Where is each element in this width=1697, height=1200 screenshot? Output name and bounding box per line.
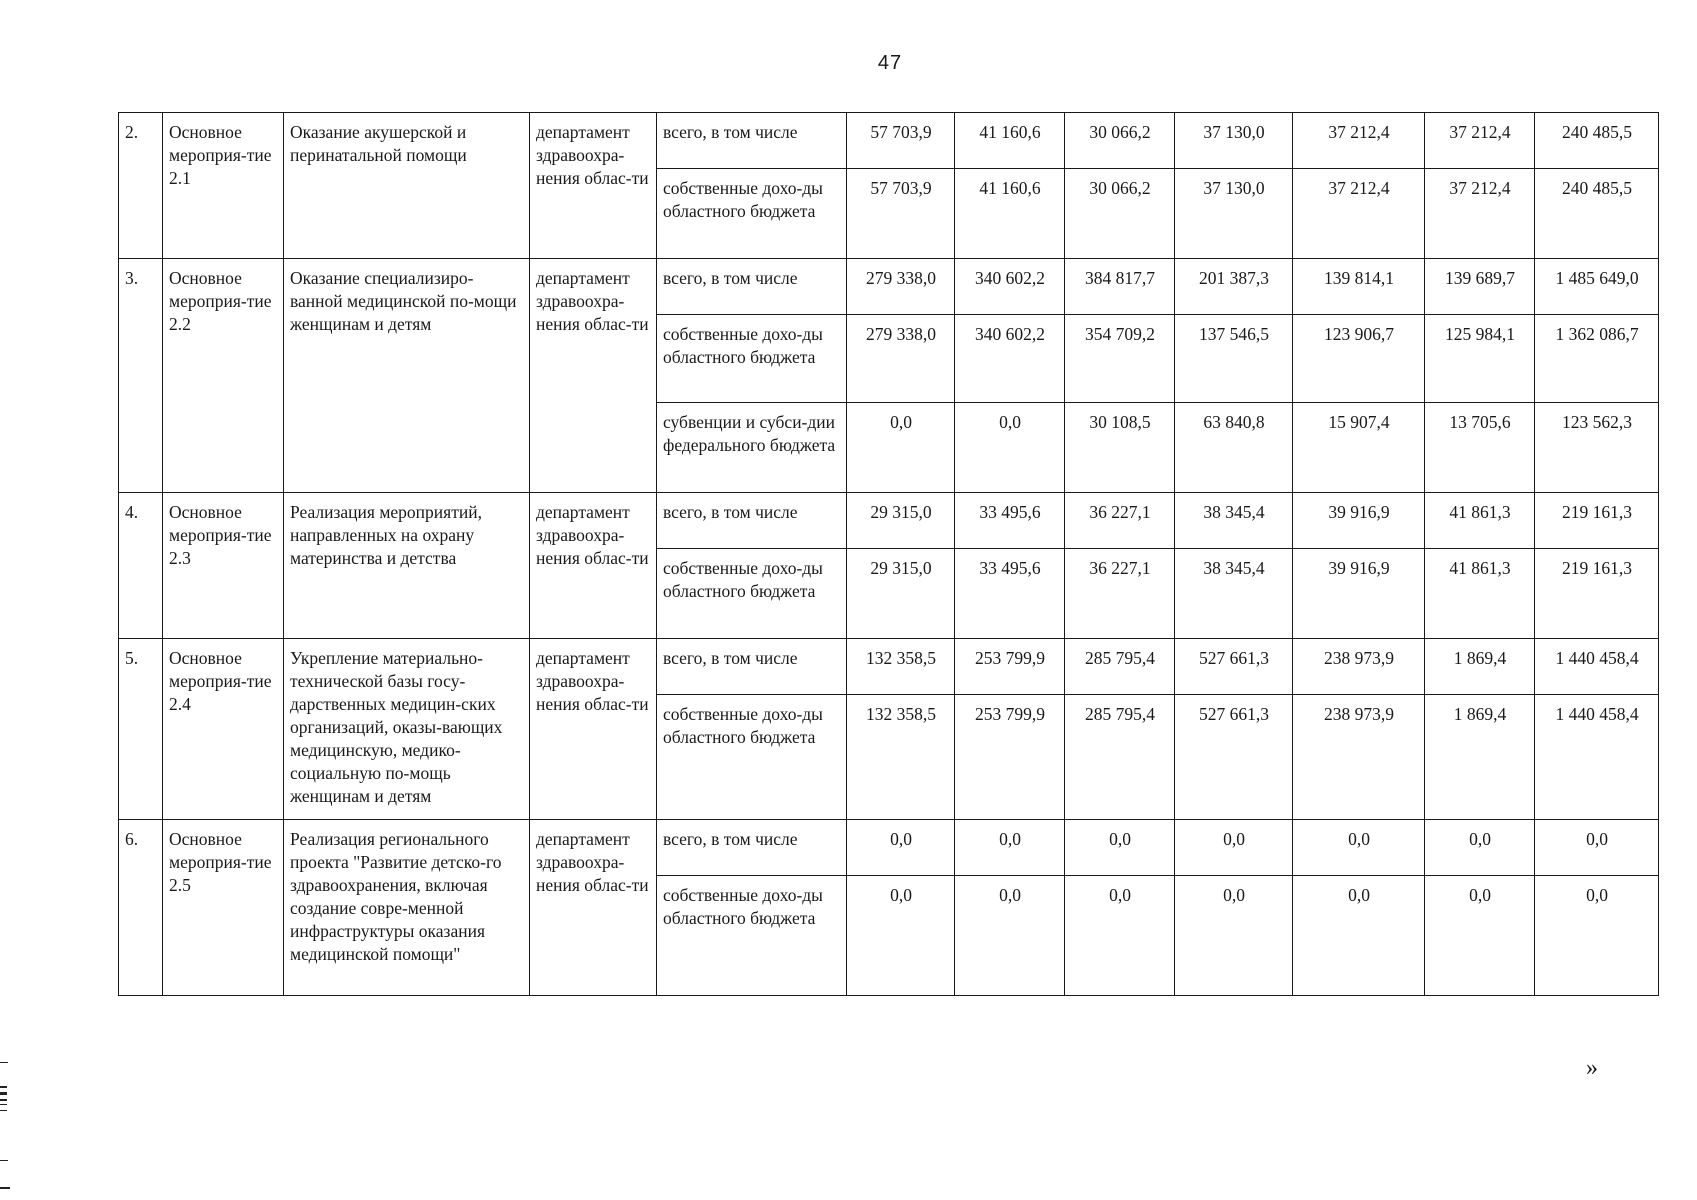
amount-cell: 36 227,1 — [1065, 493, 1175, 549]
amount-cell: 132 358,5 — [847, 695, 955, 820]
amount-cell: 0,0 — [847, 876, 955, 996]
amount-cell: 37 130,0 — [1175, 169, 1293, 259]
amount-cell: 0,0 — [955, 876, 1065, 996]
amount-cell: 279 338,0 — [847, 315, 955, 403]
amount-cell: 39 916,9 — [1293, 493, 1425, 549]
event-code: Основное мероприя-тие 2.2 — [163, 259, 284, 493]
amount-cell: 1 362 086,7 — [1535, 315, 1659, 403]
event-name: Реализация регионального проекта "Развитие детско-го здравоохранения, включая создание совре-менной инфраструктуры оказания медицинской помощи" — [284, 820, 530, 996]
event-code: Основное мероприя-тие 2.1 — [163, 113, 284, 259]
amount-cell: 13 705,6 — [1425, 403, 1535, 493]
funding-source-label: субвенции и субси-дии федерального бюджета — [657, 403, 847, 493]
amount-cell: 123 906,7 — [1293, 315, 1425, 403]
row-number: 6. — [119, 820, 163, 996]
amount-cell: 139 689,7 — [1425, 259, 1535, 315]
amount-cell: 33 495,6 — [955, 549, 1065, 639]
amount-cell: 41 861,3 — [1425, 549, 1535, 639]
row-number: 4. — [119, 493, 163, 639]
amount-cell: 30 066,2 — [1065, 113, 1175, 169]
row-number: 5. — [119, 639, 163, 820]
amount-cell: 527 661,3 — [1175, 639, 1293, 695]
event-name: Оказание акушерской и перинатальной помощи — [284, 113, 530, 259]
amount-cell: 0,0 — [1293, 820, 1425, 876]
funding-source-label: собственные дохо-ды областного бюджета — [657, 695, 847, 820]
amount-cell: 29 315,0 — [847, 493, 955, 549]
row-number: 2. — [119, 113, 163, 259]
amount-cell: 0,0 — [1535, 820, 1659, 876]
amount-cell: 285 795,4 — [1065, 695, 1175, 820]
amount-cell: 384 817,7 — [1065, 259, 1175, 315]
amount-cell: 1 869,4 — [1425, 639, 1535, 695]
event-code: Основное мероприя-тие 2.3 — [163, 493, 284, 639]
amount-cell: 137 546,5 — [1175, 315, 1293, 403]
table-row — [119, 820, 1659, 876]
amount-cell: 0,0 — [847, 403, 955, 493]
amount-cell: 125 984,1 — [1425, 315, 1535, 403]
executor-cell: департамент здравоохра-нения облас-ти — [530, 113, 657, 259]
amount-cell: 36 227,1 — [1065, 549, 1175, 639]
funding-source-label: всего, в том числе — [657, 820, 847, 876]
event-code: Основное мероприя-тие 2.5 — [163, 820, 284, 996]
margin-mark — [0, 1160, 8, 1161]
amount-cell: 123 562,3 — [1535, 403, 1659, 493]
amount-cell: 41 861,3 — [1425, 493, 1535, 549]
funding-source-label: собственные дохо-ды областного бюджета — [657, 169, 847, 259]
funding-source-label: собственные дохо-ды областного бюджета — [657, 876, 847, 996]
amount-cell: 0,0 — [1175, 876, 1293, 996]
amount-cell: 0,0 — [1535, 876, 1659, 996]
margin-mark — [0, 1187, 10, 1189]
table-row — [119, 259, 1659, 315]
event-name: Укрепление материально-технической базы госу-дарственных медицин-ских организаций, оказы-вающих медицинскую, медико-социальную по-мощь женщинам и детям — [284, 639, 530, 820]
funding-source-label: всего, в том числе — [657, 493, 847, 549]
amount-cell: 139 814,1 — [1293, 259, 1425, 315]
amount-cell: 0,0 — [1065, 876, 1175, 996]
amount-cell: 1 869,4 — [1425, 695, 1535, 820]
amount-cell: 1 440 458,4 — [1535, 695, 1659, 820]
margin-mark — [0, 1104, 7, 1105]
amount-cell: 240 485,5 — [1535, 113, 1659, 169]
amount-cell: 57 703,9 — [847, 169, 955, 259]
amount-cell: 340 602,2 — [955, 259, 1065, 315]
amount-cell: 219 161,3 — [1535, 493, 1659, 549]
table-row — [119, 113, 1659, 169]
amount-cell: 219 161,3 — [1535, 549, 1659, 639]
amount-cell: 253 799,9 — [955, 695, 1065, 820]
executor-cell: департамент здравоохра-нения облас-ти — [530, 639, 657, 820]
funding-source-label: собственные дохо-ды областного бюджета — [657, 315, 847, 403]
executor-cell: департамент здравоохра-нения облас-ти — [530, 493, 657, 639]
amount-cell: 30 066,2 — [1065, 169, 1175, 259]
amount-cell: 238 973,9 — [1293, 695, 1425, 820]
table-body — [119, 113, 1659, 996]
executor-cell: департамент здравоохра-нения облас-ти — [530, 820, 657, 996]
amount-cell: 285 795,4 — [1065, 639, 1175, 695]
event-code: Основное мероприя-тие 2.4 — [163, 639, 284, 820]
amount-cell: 41 160,6 — [955, 169, 1065, 259]
amount-cell: 38 345,4 — [1175, 493, 1293, 549]
amount-cell: 0,0 — [955, 403, 1065, 493]
amount-cell: 39 916,9 — [1293, 549, 1425, 639]
amount-cell: 41 160,6 — [955, 113, 1065, 169]
amount-cell: 15 907,4 — [1293, 403, 1425, 493]
table-row — [119, 493, 1659, 549]
amount-cell: 37 212,4 — [1425, 169, 1535, 259]
amount-cell: 0,0 — [1175, 820, 1293, 876]
amount-cell: 37 212,4 — [1293, 113, 1425, 169]
amount-cell: 0,0 — [1425, 876, 1535, 996]
executor-cell: департамент здравоохра-нения облас-ти — [530, 259, 657, 493]
event-name: Оказание специализиро-ванной медицинской по-мощи женщинам и детям — [284, 259, 530, 493]
margin-mark — [0, 1110, 7, 1111]
amount-cell: 30 108,5 — [1065, 403, 1175, 493]
amount-cell: 527 661,3 — [1175, 695, 1293, 820]
amount-cell: 0,0 — [1065, 820, 1175, 876]
amount-cell: 57 703,9 — [847, 113, 955, 169]
funding-source-label: всего, в том числе — [657, 113, 847, 169]
funding-source-label: всего, в том числе — [657, 639, 847, 695]
table-row — [119, 639, 1659, 695]
row-number: 3. — [119, 259, 163, 493]
amount-cell: 238 973,9 — [1293, 639, 1425, 695]
event-name: Реализация мероприятий, направленных на охрану материнства и детства — [284, 493, 530, 639]
amount-cell: 33 495,6 — [955, 493, 1065, 549]
amount-cell: 0,0 — [955, 820, 1065, 876]
closing-quote-mark: » — [1586, 1055, 1598, 1081]
amount-cell: 37 212,4 — [1425, 113, 1535, 169]
amount-cell: 63 840,8 — [1175, 403, 1293, 493]
margin-mark — [0, 1062, 8, 1063]
amount-cell: 354 709,2 — [1065, 315, 1175, 403]
amount-cell: 201 387,3 — [1175, 259, 1293, 315]
amount-cell: 37 212,4 — [1293, 169, 1425, 259]
page-number: 47 — [877, 52, 903, 74]
amount-cell: 1 440 458,4 — [1535, 639, 1659, 695]
funding-table — [118, 112, 1659, 996]
amount-cell: 340 602,2 — [955, 315, 1065, 403]
amount-cell: 29 315,0 — [847, 549, 955, 639]
amount-cell: 279 338,0 — [847, 259, 955, 315]
amount-cell: 132 358,5 — [847, 639, 955, 695]
amount-cell: 253 799,9 — [955, 639, 1065, 695]
margin-mark — [0, 1086, 7, 1088]
amount-cell: 0,0 — [1425, 820, 1535, 876]
funding-source-label: собственные дохо-ды областного бюджета — [657, 549, 847, 639]
funding-source-label: всего, в том числе — [657, 259, 847, 315]
amount-cell: 37 130,0 — [1175, 113, 1293, 169]
margin-mark — [0, 1099, 7, 1101]
amount-cell: 0,0 — [1293, 876, 1425, 996]
amount-cell: 240 485,5 — [1535, 169, 1659, 259]
amount-cell: 0,0 — [847, 820, 955, 876]
margin-mark — [0, 1092, 7, 1095]
amount-cell: 1 485 649,0 — [1535, 259, 1659, 315]
amount-cell: 38 345,4 — [1175, 549, 1293, 639]
